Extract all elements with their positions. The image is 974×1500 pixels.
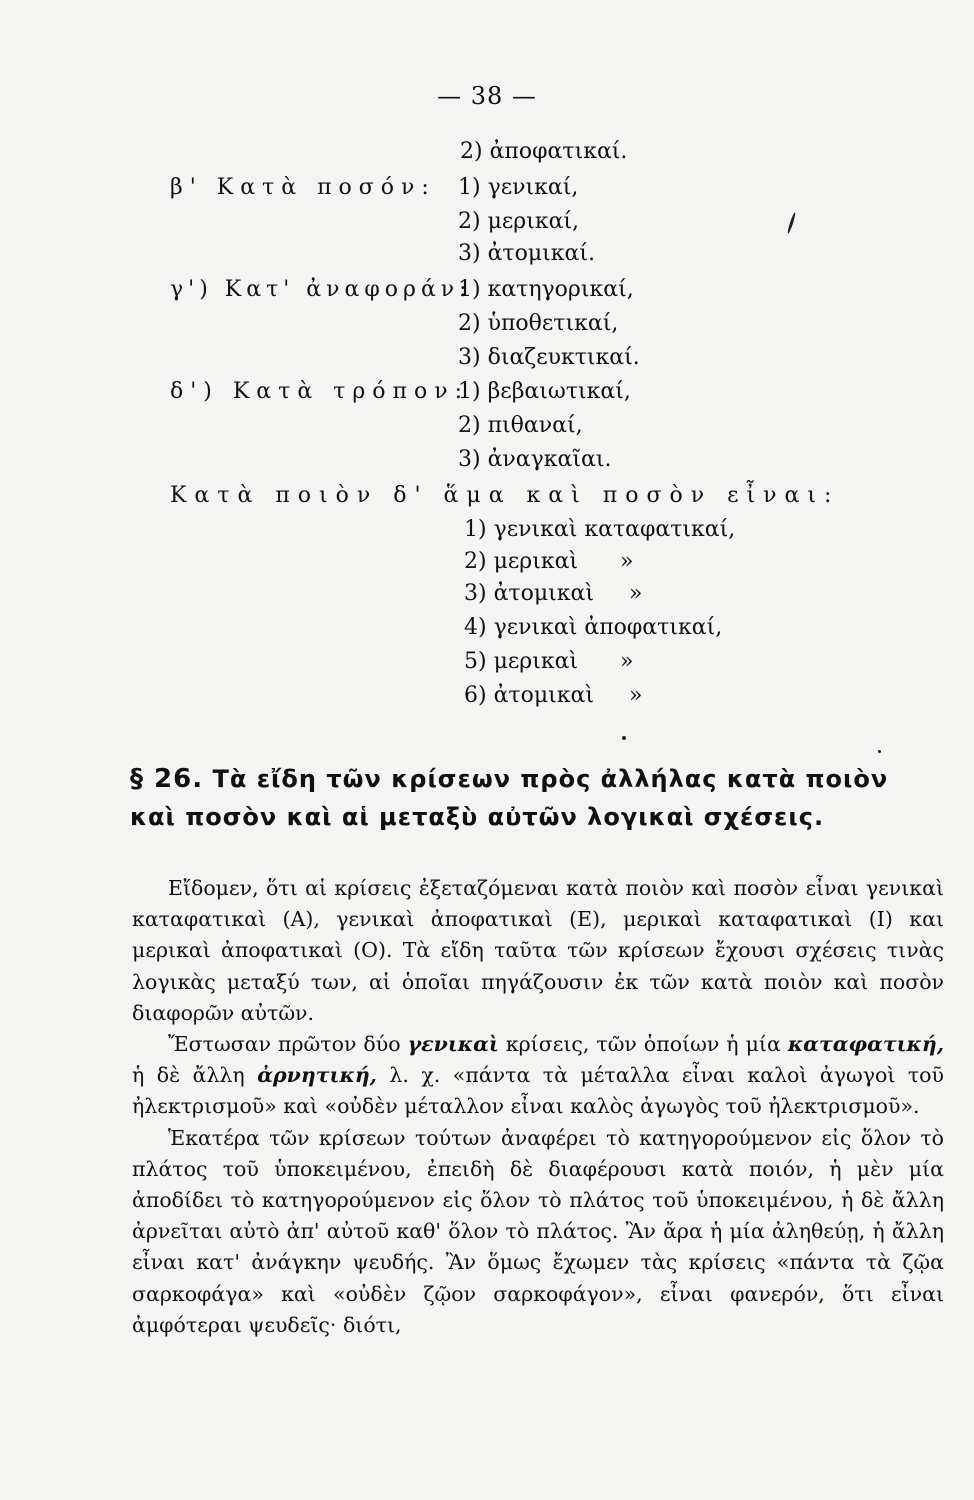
list-item: 2) μερικαί, (458, 209, 580, 234)
section-number: § 26. (130, 764, 204, 794)
list-item: 2) πιθαναί, (458, 413, 583, 438)
list-item: 1) βεβαιωτικαί, (458, 379, 631, 404)
list-item: 3) ἀτομικαὶ » (464, 581, 643, 606)
emphasis: καταφατική, (787, 1032, 944, 1057)
paragraph-1: Εἴδομεν, ὅτι αἱ κρίσεις ἐξεταζόμεναι κατὰ ποιὸν καὶ ποσὸν εἶναι γενικαὶ καταφατικαὶ (Α), γενικαὶ ἀποφατικαὶ (Ε), μερικαὶ καταφατικαὶ (Ι) και μερικαὶ ἀποφατικαὶ (Ο). Τὰ εἴδη ταῦτα τῶν κρίσεων ἔχουσι σχέσεις τινὰς λογικὰς μεταξύ των, αἱ ὁποῖαι πηγάζουσιν ἐκ τῶν κατὰ ποιὸν καὶ ποσὸν διαφορῶν αὐτῶν. (132, 876, 944, 1025)
scan-mark (787, 212, 797, 234)
modality-heading: δ') Κατὰ τρόπον: (170, 379, 470, 404)
list-item: 5) μερικαὶ » (464, 649, 634, 674)
scan-mark (622, 736, 626, 740)
list-item: 1) κατηγορικαί, (458, 277, 634, 302)
body-text (132, 873, 944, 1341)
scan-mark (878, 750, 881, 753)
negative-item: 2) ἀποφατικαί. (460, 139, 628, 164)
list-item: 2) ὑποθετικαί, (458, 311, 619, 336)
list-item: 1) γενικαὶ καταφατικαί, (464, 517, 736, 542)
emphasis: ἀρνητική, (257, 1063, 377, 1088)
quantity-heading: β' Κατὰ ποσόν: (170, 175, 436, 200)
emphasis: γενικαὶ (407, 1032, 499, 1057)
section-title (130, 760, 950, 836)
list-item: 6) ἀτομικαὶ » (464, 683, 643, 708)
reference-heading: γ') Κατ' ἀναφοράν: (170, 277, 472, 302)
page-number: — 38 — (437, 82, 537, 110)
list-item: 3) ἀναγκαῖαι. (458, 447, 612, 472)
combined-heading: Κατὰ ποιὸν δ' ἅμα καὶ ποσὸν εἶναι: (170, 483, 840, 508)
section-title-line1: Τὰ εἴδη τῶν κρίσεων πρὸς ἀλλήλας κατὰ ποιὸν (212, 765, 889, 793)
paragraph-2: Ἔστωσαν πρῶτον δύο γενικαὶ κρίσεις, τῶν ὁποίων ἡ μία καταφατική, ἡ δὲ ἄλλη ἀρνητική, λ. χ. «πάντα τὰ μέταλλα εἶναι καλοὶ ἀγωγοὶ τοῦ ἠλεκτρισμοῦ» καὶ «οὐδὲν μέταλλον εἶναι καλὸς ἀγωγὸς τοῦ ἠλεκτρισμοῦ». (132, 1032, 944, 1119)
list-item: 4) γενικαὶ ἀποφατικαί, (464, 615, 723, 640)
list-item: 2) μερικαὶ » (464, 549, 634, 574)
paragraph-3: Ἑκατέρα τῶν κρίσεων τούτων ἀναφέρει τὸ κατηγορούμενον εἰς ὅλον τὸ πλάτος τοῦ ὑποκειμένου, ἐπειδὴ δὲ διαφέρουσι κατὰ ποιόν, ἡ μὲν μία ἀποδίδει τὸ κατηγορούμενον εἰς ὅλον τὸ πλάτος τοῦ ὑποκειμένου, ἡ δὲ ἄλλη ἀρνεῖται αὐτὸ ἀπ' αὐτοῦ καθ' ὅλον τὸ πλάτος. Ἂν ἄρα ἡ μία ἀληθεύῃ, ἡ ἄλλη εἶναι κατ' ἀνάγκην ψευδής. Ἂν ὅμως ἔχωμεν τὰς κρίσεις «πάντα τὰ ζῷα σαρκοφάγα» καὶ «οὐδὲν ζῷον σαρκοφάγον», εἶναι φανερόν, ὅτι εἶναι ἀμφότεραι ψευδεῖς· διότι, (132, 1125, 944, 1337)
list-item: 1) γενικαί, (458, 175, 579, 200)
list-item: 3) ἀτομικαί. (458, 241, 595, 266)
list-item: 3) διαζευκτικαί. (458, 345, 640, 370)
section-title-line2: καὶ ποσὸν καὶ αἱ μεταξὺ αὐτῶν λογικαὶ σχέσεις. (130, 803, 825, 831)
